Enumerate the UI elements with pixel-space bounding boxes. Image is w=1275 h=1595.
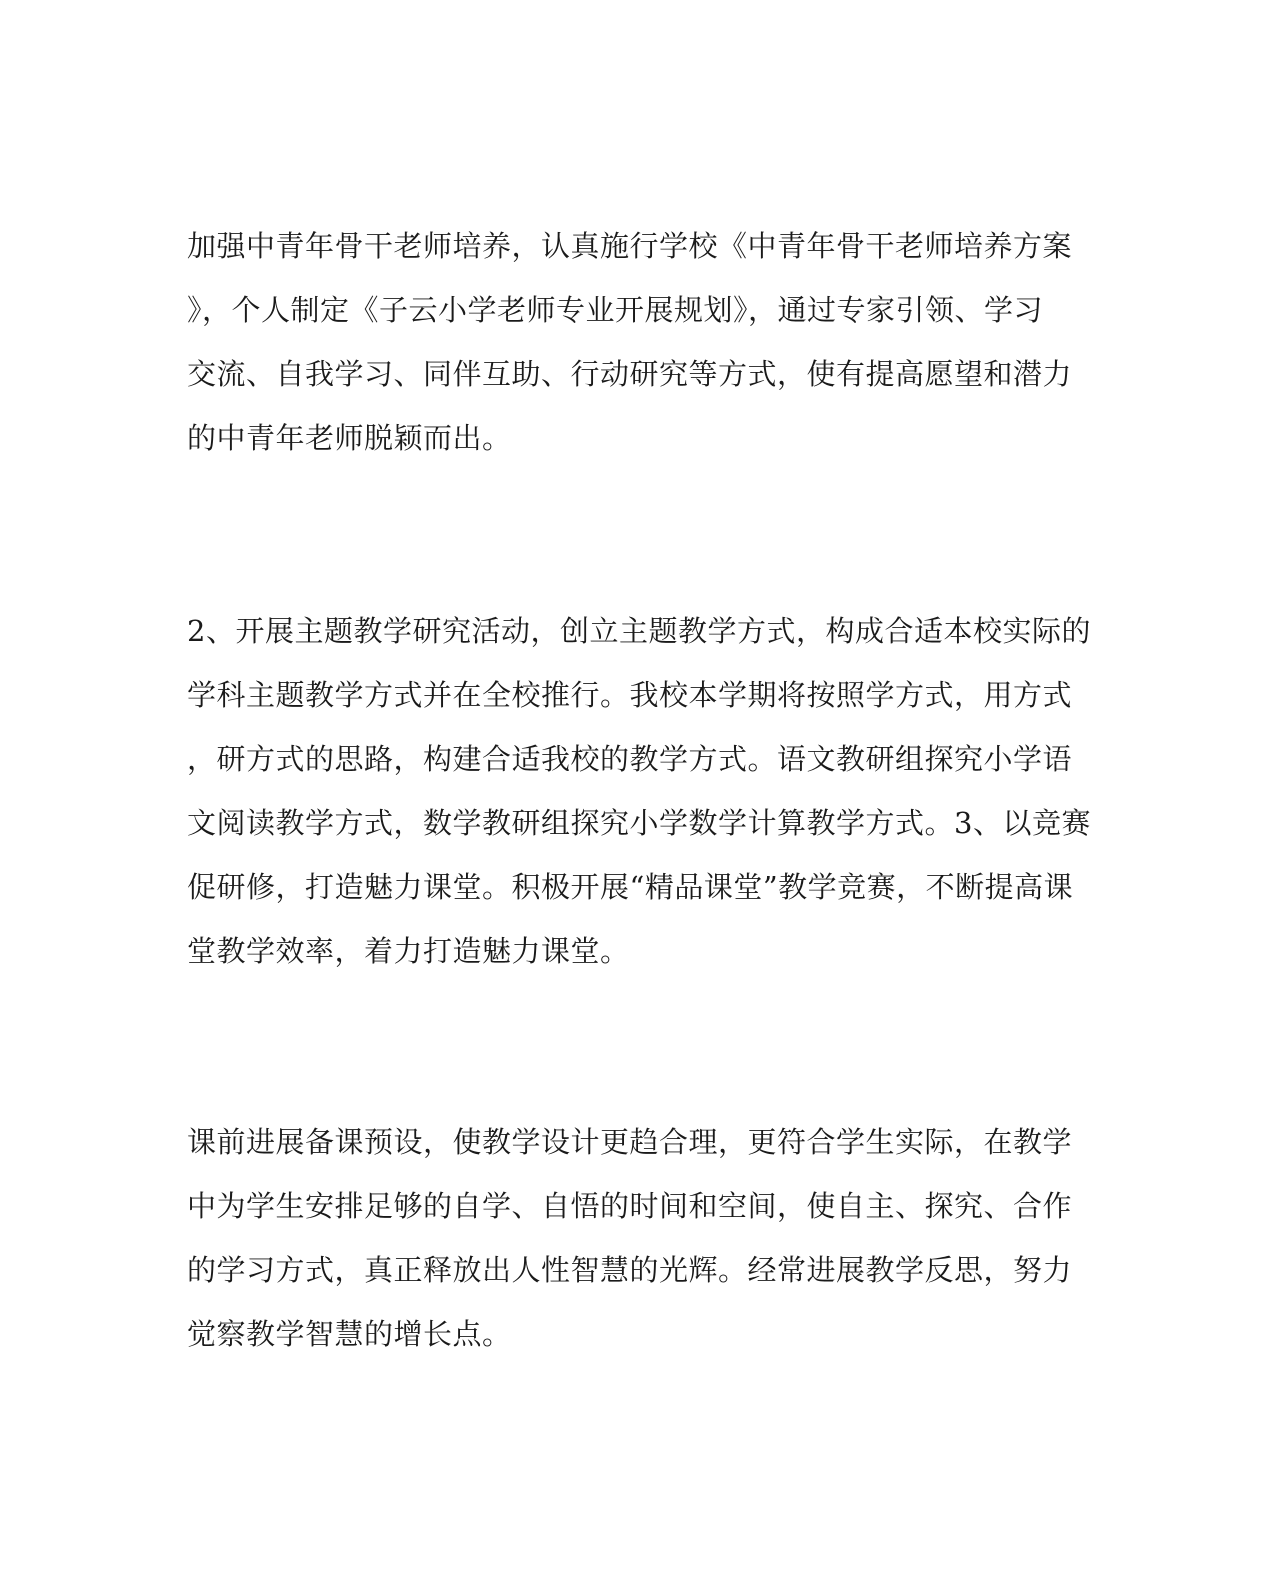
paragraph-1-line-4: 的中青年老师脱颖而出。 (187, 421, 512, 455)
paragraph-2-line-6: 堂教学效率，着力打造魅力课堂。 (187, 934, 630, 968)
paragraph-2-line-5: 促研修，打造魅力课堂。积极开展“精品课堂”教学竞赛，不断提高课 (187, 870, 1074, 904)
paragraph-3-line-1: 课前进展备课预设，使教学设计更趋合理，更符合学生实际，在教学 (187, 1125, 1073, 1159)
paragraph-2-line-1: 2、开展主题教学研究活动，创立主题教学方式，构成合适本校实际的 (187, 614, 1091, 648)
paragraph-1-line-1: 加强中青年骨干老师培养，认真施行学校《中青年骨干老师培养方案 (187, 229, 1073, 263)
paragraph-2-line-4: 文阅读教学方式，数学教研组探究小学数学计算教学方式。3、以竞赛 (187, 806, 1091, 840)
paragraph-2-line-2: 学科主题教学方式并在全校推行。我校本学期将按照学方式，用方式 (187, 678, 1073, 712)
paragraph-1-line-2: 》，个人制定《子云小学老师专业开展规划》，通过专家引领、学习 (187, 293, 1044, 327)
paragraph-1-line-3: 交流、自我学习、同伴互助、行动研究等方式，使有提高愿望和潜力 (187, 357, 1073, 391)
paragraph-3-line-4: 觉察教学智慧的增长点。 (187, 1317, 512, 1351)
paragraph-2-line-3: ，研方式的思路，构建合适我校的教学方式。语文教研组探究小学语 (187, 742, 1073, 776)
paragraph-3-line-2: 中为学生安排足够的自学、自悟的时间和空间，使自主、探究、合作 (187, 1189, 1073, 1223)
paragraph-3-line-3: 的学习方式，真正释放出人性智慧的光辉。经常进展教学反思，努力 (187, 1253, 1073, 1287)
